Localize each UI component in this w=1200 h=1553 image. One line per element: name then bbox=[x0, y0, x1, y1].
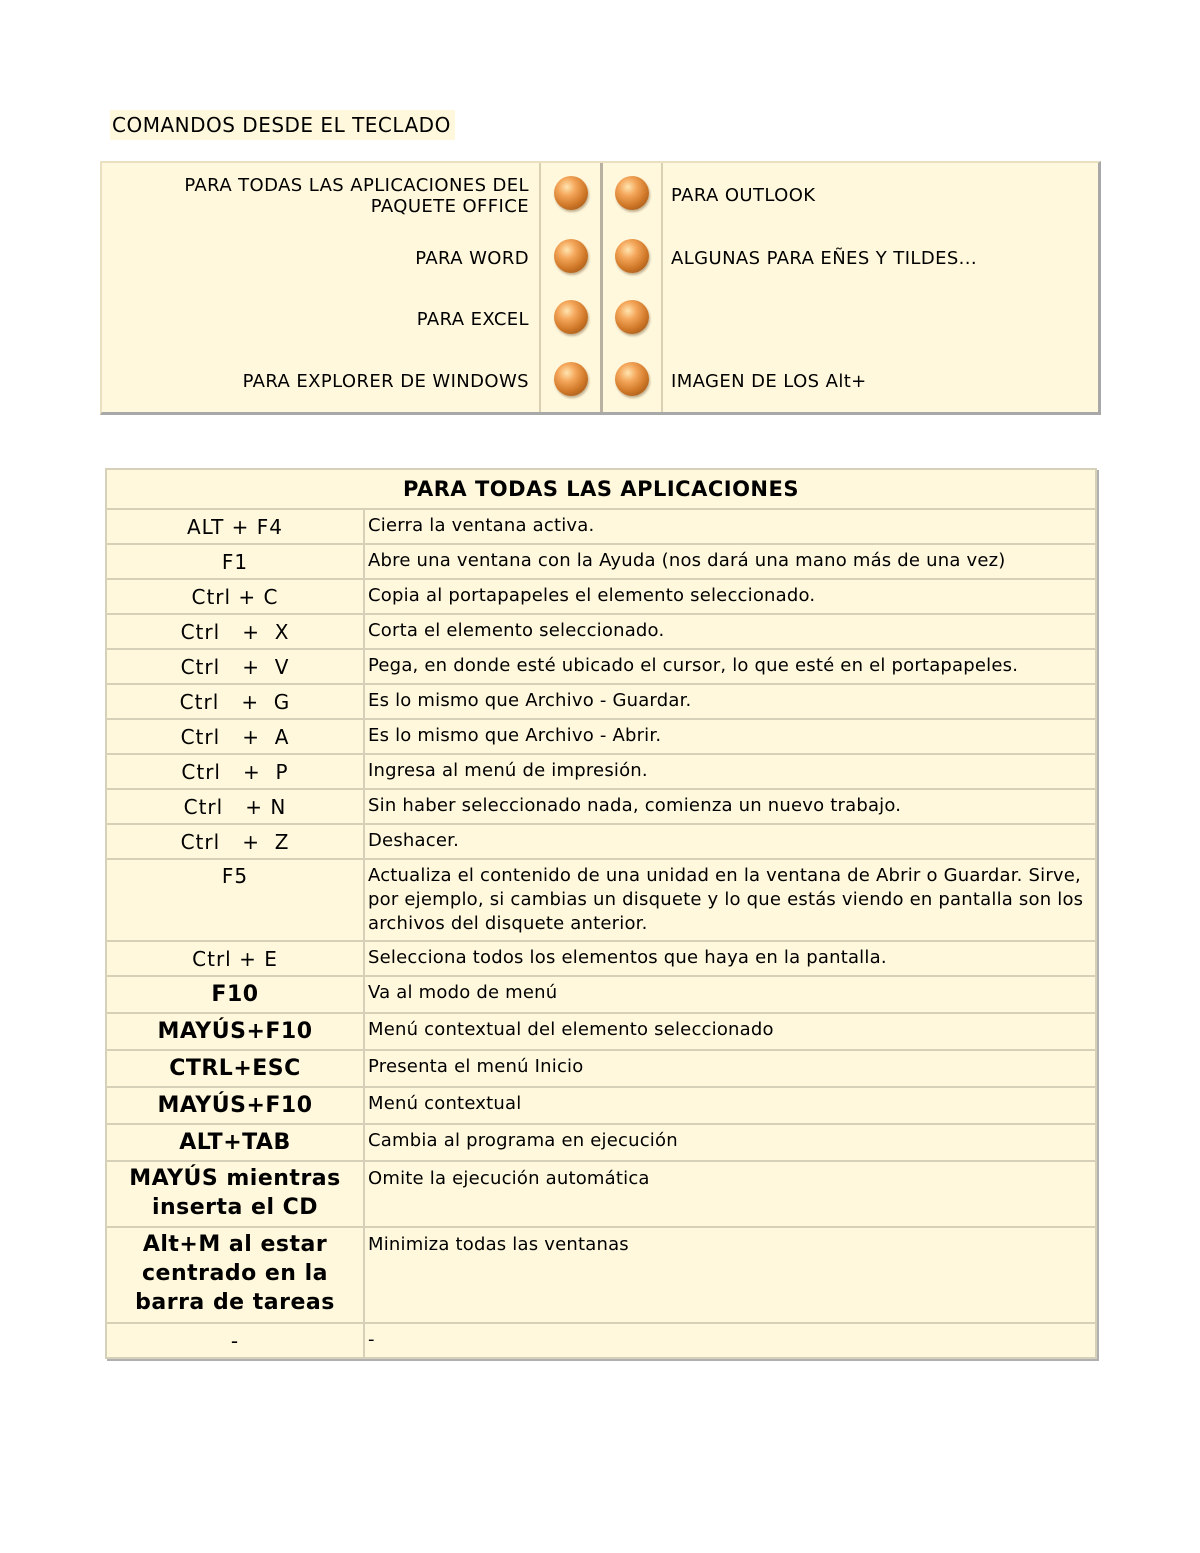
orange-ball-icon[interactable] bbox=[615, 176, 649, 210]
shortcut-description: Pega, en donde esté ubicado el cursor, lo que esté en el portapapeles. bbox=[364, 649, 1096, 684]
shortcut-description: Deshacer. bbox=[364, 824, 1096, 859]
nav-link-excel[interactable]: PARA EXCEL bbox=[416, 309, 529, 330]
shortcut-description: Cambia al programa en ejecución bbox=[364, 1124, 1096, 1161]
nav-link-office-line1[interactable]: PARA TODAS LAS APLICACIONES DEL bbox=[184, 174, 529, 196]
shortcut-description: Copia al portapapeles el elemento seleccionado. bbox=[364, 579, 1096, 614]
nav-empty-cell bbox=[661, 289, 1098, 350]
shortcut-key: ALT + F4 bbox=[106, 509, 364, 544]
shortcut-key: F10 bbox=[106, 976, 364, 1013]
nav-link-explorer[interactable]: PARA EXPLORER DE WINDOWS bbox=[242, 370, 529, 392]
table-row bbox=[106, 941, 1096, 976]
shortcut-description: Actualiza el contenido de una unidad en la ventana de Abrir o Guardar. Sirve, por ejemplo, si cambias un disquete y lo que estás viendo en pantalla son los archivos del disquete anterior. bbox=[364, 859, 1096, 941]
table-row bbox=[106, 1050, 1096, 1087]
table-row bbox=[106, 614, 1096, 649]
shortcut-key: MAYÚS+F10 bbox=[106, 1013, 364, 1050]
orange-ball-icon[interactable] bbox=[554, 176, 588, 210]
shortcut-description: Omite la ejecución automática bbox=[364, 1161, 1096, 1227]
shortcut-description: Es lo mismo que Archivo - Guardar. bbox=[364, 684, 1096, 719]
shortcut-key: F5 bbox=[106, 859, 364, 941]
shortcut-key: Ctrl + C bbox=[106, 579, 364, 614]
shortcut-description: Va al modo de menú bbox=[364, 976, 1096, 1013]
shortcuts-table bbox=[105, 468, 1097, 1359]
table-row bbox=[106, 1161, 1096, 1227]
page-title: COMANDOS DESDE EL TECLADO bbox=[110, 110, 455, 140]
table-row bbox=[106, 1013, 1096, 1050]
shortcuts-table-title: PARA TODAS LAS APLICACIONES bbox=[106, 469, 1096, 509]
shortcut-description: Ingresa al menú de impresión. bbox=[364, 754, 1096, 789]
table-row bbox=[106, 1124, 1096, 1161]
nav-link-enes-tildes[interactable]: ALGUNAS PARA EÑES Y TILDES... bbox=[671, 248, 978, 269]
shortcut-key: CTRL+ESC bbox=[106, 1050, 364, 1087]
orange-ball-icon[interactable] bbox=[615, 300, 649, 334]
shortcut-key: Ctrl + A bbox=[106, 719, 364, 754]
shortcut-key: Ctrl + E bbox=[106, 941, 364, 976]
nav-link-office[interactable] bbox=[102, 163, 539, 228]
section-nav-table bbox=[100, 161, 1101, 415]
nav-link-office-line2[interactable]: PAQUETE OFFICE bbox=[370, 195, 529, 217]
shortcut-description: Presenta el menú Inicio bbox=[364, 1050, 1096, 1087]
table-row bbox=[106, 976, 1096, 1013]
table-row bbox=[106, 579, 1096, 614]
shortcut-key: MAYÚS mientras inserta el CD bbox=[106, 1161, 364, 1227]
shortcut-key: Ctrl + V bbox=[106, 649, 364, 684]
shortcut-key: Ctrl + X bbox=[106, 614, 364, 649]
table-row bbox=[106, 789, 1096, 824]
shortcut-description: Corta el elemento seleccionado. bbox=[364, 614, 1096, 649]
shortcut-description: - bbox=[364, 1323, 1096, 1358]
shortcut-description: Es lo mismo que Archivo - Abrir. bbox=[364, 719, 1096, 754]
shortcut-description: Sin haber seleccionado nada, comienza un nuevo trabajo. bbox=[364, 789, 1096, 824]
orange-ball-icon[interactable] bbox=[554, 362, 588, 396]
nav-link-outlook[interactable]: PARA OUTLOOK bbox=[671, 185, 816, 206]
orange-ball-icon[interactable] bbox=[615, 362, 649, 396]
table-row bbox=[106, 649, 1096, 684]
shortcut-key: ALT+TAB bbox=[106, 1124, 364, 1161]
table-row bbox=[106, 1087, 1096, 1124]
shortcut-key: - bbox=[106, 1323, 364, 1358]
shortcut-key: Ctrl + P bbox=[106, 754, 364, 789]
shortcut-key: Ctrl + G bbox=[106, 684, 364, 719]
shortcut-key: Ctrl + N bbox=[106, 789, 364, 824]
table-row bbox=[106, 1227, 1096, 1323]
shortcut-key: MAYÚS+F10 bbox=[106, 1087, 364, 1124]
table-row bbox=[106, 684, 1096, 719]
shortcut-key: Ctrl + Z bbox=[106, 824, 364, 859]
nav-link-word[interactable]: PARA WORD bbox=[415, 248, 529, 269]
shortcut-description: Cierra la ventana activa. bbox=[364, 509, 1096, 544]
orange-ball-icon[interactable] bbox=[554, 300, 588, 334]
table-row bbox=[106, 859, 1096, 941]
table-row bbox=[106, 544, 1096, 579]
orange-ball-icon[interactable] bbox=[554, 239, 588, 273]
table-row bbox=[106, 719, 1096, 754]
shortcut-description: Abre una ventana con la Ayuda (nos dará una mano más de una vez) bbox=[364, 544, 1096, 579]
shortcut-key: Alt+M al estar centrado en la barra de tareas bbox=[106, 1227, 364, 1323]
shortcut-key: F1 bbox=[106, 544, 364, 579]
orange-ball-icon[interactable] bbox=[615, 239, 649, 273]
table-row bbox=[106, 754, 1096, 789]
shortcut-description: Minimiza todas las ventanas bbox=[364, 1227, 1096, 1323]
table-row bbox=[106, 1323, 1096, 1358]
table-row bbox=[106, 824, 1096, 859]
shortcut-description: Menú contextual del elemento seleccionado bbox=[364, 1013, 1096, 1050]
nav-link-alt-image[interactable]: IMAGEN DE LOS Alt+ bbox=[671, 370, 867, 392]
shortcut-description: Selecciona todos los elementos que haya en la pantalla. bbox=[364, 941, 1096, 976]
table-row bbox=[106, 509, 1096, 544]
shortcut-description: Menú contextual bbox=[364, 1087, 1096, 1124]
